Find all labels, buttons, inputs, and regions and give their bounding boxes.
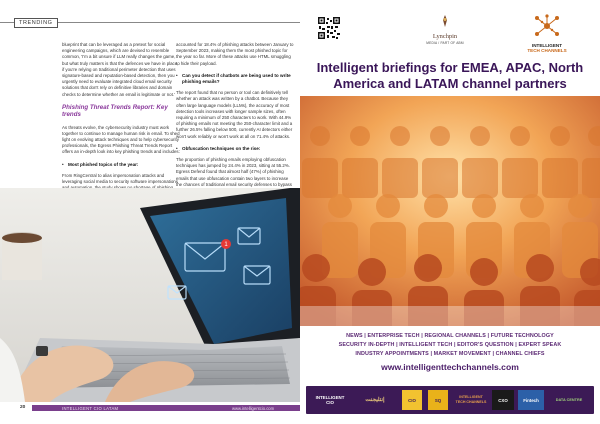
lynchpin-mark-icon xyxy=(439,15,451,27)
brand-intelligent-cio[interactable]: INTELLIGENT CIO xyxy=(315,395,345,405)
brand-data-centre[interactable]: DATA CENTRE xyxy=(555,397,583,402)
brand-itc[interactable]: INTELLIGENT TECH CHANNELS xyxy=(455,395,487,404)
footer-url: www.intelligentcio.com xyxy=(232,405,275,411)
laptop-email-photo xyxy=(0,188,300,402)
lynchpin-brand: Lynchpin xyxy=(432,33,458,40)
page-number: 20 xyxy=(20,405,26,410)
paragraph: The proportion of phishing emails employing obfuscation techniques has jumped by 24.4% in 2023, sitting at 55.2%. Egress Defend found that almost half (47%) of phishing emails that use obfuscation contain two layers to increase the chances of traditional email security defenses to bypass xyxy=(176,157,292,187)
paragraph: The report found that no person or tool can definitively tell whether an attack was written by a chatbot. Because they often large language models (LLMs), the accuracy of most detection tools increases with longer sample sizes, often requiring a minimum of 250 characters to work. With 44.9% of phishing emails not meeting the 250-character limit and a further 26.5% falling below 500, currently AI detectors either won't work reliably or won't work at all on 71.4% of attacks. xyxy=(176,90,293,139)
section-rule xyxy=(0,22,14,23)
paragraph: blueprint that can be leveraged as a pretext for social engineering campaigns, which are devised to resemble common, 'I'm a bit unsure if LLM really changes the game, but what truly matters is that the defences we have in place, if you're relying on traditional perimeter detection that uses signature-based and reputation-based detection, then you urgently need to evaluate integrated cloud email security solutions that don't rely on definitive libraries and domain checks to determine whether an email is legitimate or not.' xyxy=(62,42,179,97)
lynchpin-logo xyxy=(425,14,465,45)
itc-network-icon xyxy=(532,14,562,38)
tags-line: INDUSTRY APPOINTMENTS | MARKET MOVEMENT | CHANNEL CHIEFS xyxy=(355,351,545,357)
section-heading: Phishing Threat Trends Report: Key trends xyxy=(62,103,168,119)
tags-line: NEWS | ENTERPRISE TECH | REGIONAL CHANNELS | FUTURE TECHNOLOGY xyxy=(346,333,554,339)
brand-sq[interactable]: SQ xyxy=(428,390,448,410)
itc-logo-line2: TECH CHANNELS xyxy=(527,48,567,53)
right-page-advert xyxy=(300,0,600,424)
bullet-heading: • Obfuscation techniques on the rise: xyxy=(182,146,294,152)
lynchpin-sub: MEDIA / PART OF ABM xyxy=(426,41,464,45)
itc-logo-line1: INTELLIGENT xyxy=(531,43,563,48)
brand-cxo[interactable]: CXO xyxy=(492,390,514,410)
brand-fintech[interactable]: Fintech xyxy=(518,390,544,410)
svg-text:1: 1 xyxy=(224,242,228,248)
laptop-photo-illustration xyxy=(0,188,300,402)
bullet-heading: • Most phished topics of the year: xyxy=(68,162,180,168)
tags-line: SECURITY IN-DEPTH | INTELLIGENT TECH | EDITOR'S QUESTION | EXPERT SPEAK xyxy=(338,342,562,348)
paper-people-illustration xyxy=(300,96,600,326)
advert-url-link[interactable]: www.intelligenttechchannels.com xyxy=(381,362,519,372)
itc-logo xyxy=(522,14,572,53)
paper-people-artwork xyxy=(300,96,600,326)
footer-publication: INTELLIGENT CIO LATAM xyxy=(62,405,119,411)
brand-cio[interactable]: CIO xyxy=(402,390,422,410)
section-tab: TRENDING xyxy=(14,18,58,28)
article-column-1 xyxy=(62,42,180,210)
paragraph: As threats evolve, the cybersecurity industry must work together to continue to manage human risk in email. To shed light on evolving attack techniques and to help cybersecurity professionals, the Egress Phishing Threat Trends Report offers an in-depth look into key phishing trends and includes: xyxy=(62,124,180,155)
brand-arabic[interactable]: إنتليجنت xyxy=(365,396,385,403)
section-tags xyxy=(314,332,586,359)
bullet-heading: • Can you detect if chatbots are being used to write phishing emails? xyxy=(182,73,294,85)
paragraph: From RingCentral to alias impersonation attacks and leveraging social media to security software impersonations xyxy=(62,172,178,185)
qr-code-icon[interactable] xyxy=(317,16,341,40)
paragraph: accounted for 18.4% of phishing attacks between January to September 2023, making them the most phished topic for the year so far. More of these attacks use HTML smuggling to hide their payload. xyxy=(176,42,294,66)
article-column-2 xyxy=(176,42,294,206)
advert-headline: Intelligent briefings for EMEA, APAC, North America and LATAM channel partners xyxy=(316,60,584,91)
